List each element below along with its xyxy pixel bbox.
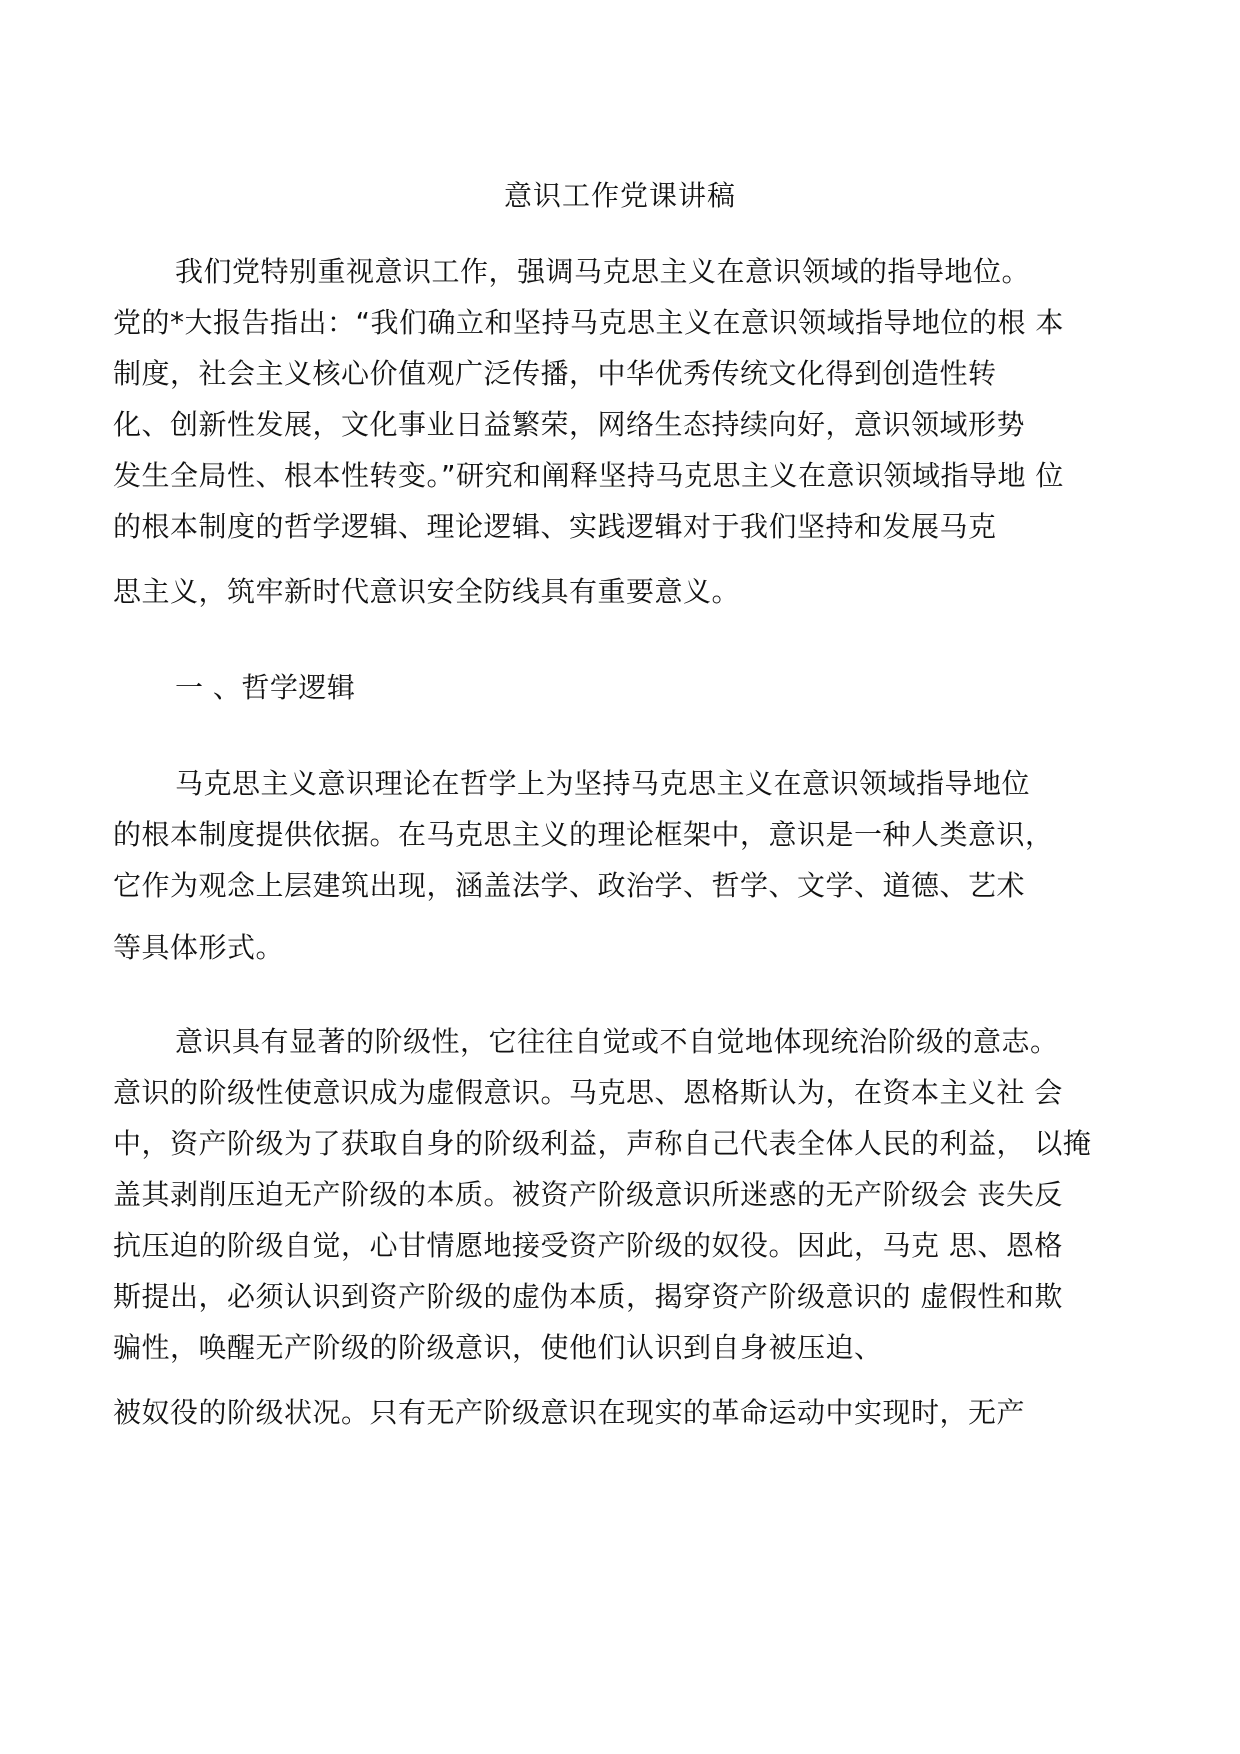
paragraph-3-line-3: 中，资产阶级为了获取自身的阶级利益，声称自己代表全体人民的利益， 以掩 — [113, 1127, 1092, 1160]
paragraph-2-line-3: 它作为观念上层建筑出现，涵盖法学、政治学、哲学、文学、道德、艺术 — [113, 869, 1026, 902]
paragraph-3-line-4: 盖其剥削压迫无产阶级的本质。被资产阶级意识所迷惑的无产阶级会 丧失反 — [113, 1178, 1063, 1211]
paragraph-3-line-5: 抗压迫的阶级自觉，心甘情愿地接受资产阶级的奴役。因此，马克 思、恩格 — [113, 1229, 1063, 1262]
paragraph-1-line-3: 制度，社会主义核心价值观广泛传播，中华优秀传统文化得到创造性转 — [113, 357, 997, 390]
paragraph-2-line-1: 马克思主义意识理论在哲学上为坚持马克思主义在意识领域指导地位 — [175, 767, 1031, 800]
paragraph-3-line-2: 意识的阶级性使意识成为虚假意识。马克思、恩格斯认为，在资本主义社 会 — [113, 1076, 1063, 1109]
paragraph-3-line-1: 意识具有显著的阶级性，它往往自觉或不自觉地体现统治阶级的意志。 — [175, 1025, 1059, 1058]
paragraph-3-line-6: 斯提出，必须认识到资产阶级的虚伪本质，揭穿资产阶级意识的 虚假性和欺 — [113, 1280, 1063, 1313]
document-title: 意识工作党课讲稿 — [503, 179, 736, 212]
paragraph-1-line-2: 党的*大报告指出：“我们确立和坚持马克思主义在意识领域指导地位的根 本 — [113, 306, 1064, 339]
paragraph-1-line-7: 思主义，筑牢新时代意识安全防线具有重要意义。 — [113, 575, 741, 608]
paragraph-1-line-5: 发生全局性、根本性转变。”研究和阐释坚持马克思主义在意识领域指导地 位 — [113, 459, 1064, 492]
paragraph-3-line-7: 骗性，唤醒无产阶级的阶级意识，使他们认识到自身被压迫、 — [113, 1331, 883, 1364]
paragraph-2-line-2: 的根本制度提供依据。在马克思主义的理论框架中，意识是一种人类意识， — [113, 818, 1054, 851]
paragraph-1-line-6: 的根本制度的哲学逻辑、理论逻辑、实践逻辑对于我们坚持和发展马克 — [113, 510, 997, 543]
paragraph-3-line-8: 被奴役的阶级状况。只有无产阶级意识在现实的革命运动中实现时，无产 — [113, 1396, 1026, 1429]
section-1-heading: 一 、哲学逻辑 — [175, 671, 356, 704]
paragraph-1-line-1: 我们党特别重视意识工作，强调马克思主义在意识领域的指导地位。 — [175, 255, 1031, 288]
paragraph-1-line-4: 化、创新性发展，文化事业日益繁荣，网络生态持续向好，意识领域形势 — [113, 408, 1026, 441]
paragraph-2-line-4: 等具体形式。 — [113, 931, 285, 964]
